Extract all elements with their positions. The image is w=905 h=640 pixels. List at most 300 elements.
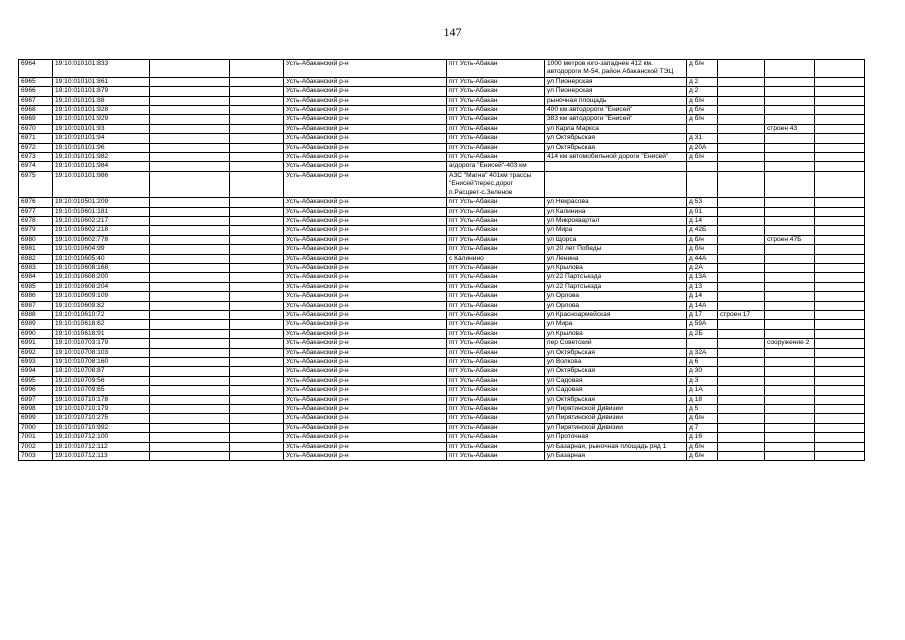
building-cell: [718, 235, 765, 244]
empty-cell: [150, 310, 230, 319]
row-number-cell: 6995: [19, 376, 53, 385]
table-row: [19, 442, 865, 451]
page-number: 147: [443, 25, 462, 39]
row-number-cell: 6996: [19, 386, 53, 395]
table-row: [19, 77, 865, 86]
house-cell: д 59А: [687, 320, 718, 329]
house-cell: д 17: [687, 310, 718, 319]
street-cell: ул Садовая: [545, 376, 687, 385]
district-cell: Усть-Абаканский р-н: [284, 376, 447, 385]
row-number-cell: 6991: [19, 339, 53, 348]
building-cell: [718, 405, 765, 414]
empty-cell: [815, 171, 865, 197]
empty-cell: [150, 348, 230, 357]
locality-cell: пгт Усть-Абакан: [447, 433, 545, 442]
district-cell: Усть-Абаканский р-н: [284, 153, 447, 162]
locality-cell: пгт Усть-Абакан: [447, 273, 545, 282]
cadastral-number-cell: 19:10:010101:94: [53, 134, 150, 143]
building-cell: [718, 263, 765, 272]
empty-cell: [150, 292, 230, 301]
empty-cell: [815, 348, 865, 357]
locality-cell: пгт Усть-Абакан: [447, 339, 545, 348]
empty-cell: [815, 153, 865, 162]
locality-cell: пгт Усть-Абакан: [447, 442, 545, 451]
row-number-cell: 6975: [19, 171, 53, 197]
row-number-cell: 6982: [19, 254, 53, 263]
empty-cell: [815, 235, 865, 244]
structure-cell: [765, 171, 815, 197]
street-cell: ул Пирятинской Дивизии: [545, 405, 687, 414]
empty-cell: [230, 376, 284, 385]
table-row: [19, 115, 865, 124]
cadastral-number-cell: 19:10:010604:99: [53, 245, 150, 254]
empty-cell: [150, 77, 230, 86]
cadastral-number-cell: 19:10:010708:103: [53, 348, 150, 357]
locality-cell: пгт Усть-Абакан: [447, 376, 545, 385]
street-cell: рыночная площадь: [545, 96, 687, 105]
building-cell: [718, 254, 765, 263]
cadastral-number-cell: 19:10:010703:179: [53, 339, 150, 348]
cadastral-number-cell: 19:10:010712:113: [53, 452, 150, 461]
structure-cell: [765, 226, 815, 235]
empty-cell: [815, 376, 865, 385]
locality-cell: пгт Усть-Абакан: [447, 198, 545, 207]
cadastral-number-cell: 19:10:010101:88: [53, 96, 150, 105]
empty-cell: [815, 245, 865, 254]
empty-cell: [230, 254, 284, 263]
locality-cell: пгт Усть-Абакан: [447, 226, 545, 235]
building-cell: [718, 348, 765, 357]
table-row: [19, 226, 865, 235]
empty-cell: [815, 87, 865, 96]
street-cell: ул Крылова: [545, 329, 687, 338]
building-cell: [718, 171, 765, 197]
building-cell: [718, 395, 765, 404]
building-cell: [718, 106, 765, 115]
empty-cell: [815, 320, 865, 329]
street-cell: ул Карла Маркса: [545, 124, 687, 133]
cadastral-number-cell: 19:10:010101:984: [53, 162, 150, 171]
house-cell: д б/н: [687, 452, 718, 461]
empty-cell: [150, 433, 230, 442]
street-cell: [545, 162, 687, 171]
street-cell: ул 20 лет Победы: [545, 245, 687, 254]
empty-cell: [815, 263, 865, 272]
house-cell: д 20А: [687, 143, 718, 152]
row-number-cell: 6980: [19, 235, 53, 244]
cadastral-number-cell: 19:10:010101:982: [53, 153, 150, 162]
street-cell: 400 км автодороги "Енисей": [545, 106, 687, 115]
building-cell: [718, 134, 765, 143]
table-row: [19, 376, 865, 385]
district-cell: Усть-Абаканский р-н: [284, 414, 447, 423]
table-row: [19, 339, 865, 348]
empty-cell: [815, 207, 865, 216]
building-cell: [718, 245, 765, 254]
locality-cell: пгт Усть-Абакан: [447, 348, 545, 357]
street-cell: ул Октябрьская: [545, 367, 687, 376]
street-cell: ул Пирятинской Дивизии: [545, 414, 687, 423]
empty-cell: [150, 329, 230, 338]
locality-cell: пгт Усть-Абакан: [447, 143, 545, 152]
empty-cell: [230, 106, 284, 115]
house-cell: д 2А: [687, 263, 718, 272]
structure-cell: [765, 254, 815, 263]
empty-cell: [150, 452, 230, 461]
empty-cell: [815, 60, 865, 78]
street-cell: ул Октябрьская: [545, 143, 687, 152]
empty-cell: [230, 367, 284, 376]
district-cell: Усть-Абаканский р-н: [284, 273, 447, 282]
house-cell: д 18: [687, 395, 718, 404]
table-row: [19, 433, 865, 442]
building-cell: [718, 292, 765, 301]
empty-cell: [150, 423, 230, 432]
structure-cell: [765, 198, 815, 207]
empty-cell: [815, 301, 865, 310]
building-cell: [718, 376, 765, 385]
cadastral-number-cell: 19:10:010708:87: [53, 367, 150, 376]
house-cell: д 16: [687, 433, 718, 442]
empty-cell: [150, 226, 230, 235]
empty-cell: [150, 235, 230, 244]
district-cell: Усть-Абаканский р-н: [284, 433, 447, 442]
structure-cell: [765, 310, 815, 319]
building-cell: [718, 273, 765, 282]
empty-cell: [815, 310, 865, 319]
empty-cell: [815, 77, 865, 86]
street-cell: 414 км автомобильной дороги "Енисей": [545, 153, 687, 162]
row-number-cell: 6977: [19, 207, 53, 216]
district-cell: Усть-Абаканский р-н: [284, 198, 447, 207]
empty-cell: [150, 115, 230, 124]
structure-cell: [765, 348, 815, 357]
cadastral-number-cell: 19:10:010710:178: [53, 395, 150, 404]
building-cell: [718, 452, 765, 461]
empty-cell: [150, 87, 230, 96]
house-cell: д 2Б: [687, 329, 718, 338]
row-number-cell: 6979: [19, 226, 53, 235]
building-cell: [718, 282, 765, 291]
table-row: [19, 452, 865, 461]
table-row: [19, 423, 865, 432]
structure-cell: [765, 358, 815, 367]
structure-cell: [765, 143, 815, 152]
building-cell: [718, 433, 765, 442]
house-cell: д 44А: [687, 254, 718, 263]
house-cell: д 42Б: [687, 226, 718, 235]
empty-cell: [230, 245, 284, 254]
locality-cell: пгт Усть-Абакан: [447, 115, 545, 124]
district-cell: Усть-Абаканский р-н: [284, 320, 447, 329]
building-cell: [718, 77, 765, 86]
locality-cell: пгт Усть-Абакан: [447, 106, 545, 115]
empty-cell: [150, 254, 230, 263]
row-number-cell: 6988: [19, 310, 53, 319]
street-cell: ул Базарная, рыночная площадь ряд 1: [545, 442, 687, 451]
building-cell: [718, 124, 765, 133]
structure-cell: [765, 452, 815, 461]
district-cell: Усть-Абаканский р-н: [284, 282, 447, 291]
table-row: [19, 367, 865, 376]
row-number-cell: 6971: [19, 134, 53, 143]
empty-cell: [230, 60, 284, 78]
table-row: [19, 263, 865, 272]
house-cell: д 5: [687, 405, 718, 414]
row-number-cell: 6981: [19, 245, 53, 254]
district-cell: Усть-Абаканский р-н: [284, 348, 447, 357]
cadastral-number-cell: 19:10:010618:91: [53, 329, 150, 338]
locality-cell: пгт Усть-Абакан: [447, 320, 545, 329]
empty-cell: [150, 207, 230, 216]
empty-cell: [150, 367, 230, 376]
table-row: [19, 124, 865, 133]
street-cell: ул Пионерская: [545, 77, 687, 86]
house-cell: [687, 124, 718, 133]
row-number-cell: 6970: [19, 124, 53, 133]
locality-cell: а/дорога "Енисей"-403 км: [447, 162, 545, 171]
locality-cell: пгт Усть-Абакан: [447, 87, 545, 96]
district-cell: Усть-Абаканский р-н: [284, 106, 447, 115]
empty-cell: [150, 301, 230, 310]
district-cell: Усть-Абаканский р-н: [284, 329, 447, 338]
building-cell: [718, 367, 765, 376]
building-cell: [718, 329, 765, 338]
house-cell: д 13А: [687, 273, 718, 282]
locality-cell: пгт Усть-Абакан: [447, 358, 545, 367]
structure-cell: [765, 216, 815, 225]
row-number-cell: 7003: [19, 452, 53, 461]
locality-cell: пгт Усть-Абакан: [447, 329, 545, 338]
house-cell: д б/н: [687, 115, 718, 124]
street-cell: ул Красноармейская: [545, 310, 687, 319]
house-cell: д б/н: [687, 414, 718, 423]
street-cell: ул Микроквартал: [545, 216, 687, 225]
row-number-cell: 6986: [19, 292, 53, 301]
cadastral-number-cell: 19:10:010101:93: [53, 124, 150, 133]
empty-cell: [150, 414, 230, 423]
district-cell: Усть-Абаканский р-н: [284, 171, 447, 197]
cadastral-number-cell: 19:10:010101:879: [53, 87, 150, 96]
empty-cell: [150, 60, 230, 78]
locality-cell: пгт Усть-Абакан: [447, 405, 545, 414]
structure-cell: [765, 433, 815, 442]
street-cell: ул Некрасова: [545, 198, 687, 207]
empty-cell: [230, 320, 284, 329]
table-row: [19, 162, 865, 171]
row-number-cell: 6985: [19, 282, 53, 291]
district-cell: Усть-Абаканский р-н: [284, 207, 447, 216]
structure-cell: [765, 329, 815, 338]
empty-cell: [230, 143, 284, 152]
empty-cell: [230, 134, 284, 143]
empty-cell: [230, 301, 284, 310]
building-cell: [718, 386, 765, 395]
empty-cell: [150, 405, 230, 414]
district-cell: Усть-Абаканский р-н: [284, 77, 447, 86]
row-number-cell: 6978: [19, 216, 53, 225]
empty-cell: [150, 216, 230, 225]
empty-cell: [150, 96, 230, 105]
district-cell: Усть-Абаканский р-н: [284, 143, 447, 152]
empty-cell: [815, 273, 865, 282]
building-cell: [718, 207, 765, 216]
empty-cell: [230, 171, 284, 197]
cadastral-number-cell: 19:10:010602:217: [53, 216, 150, 225]
building-cell: [718, 358, 765, 367]
empty-cell: [815, 134, 865, 143]
street-cell: ул Базарная: [545, 452, 687, 461]
empty-cell: [230, 115, 284, 124]
locality-cell: пгт Усть-Абакан: [447, 310, 545, 319]
locality-cell: пгт Усть-Абакан: [447, 367, 545, 376]
house-cell: д 14А: [687, 301, 718, 310]
street-cell: ул Волкова: [545, 358, 687, 367]
house-cell: д 14: [687, 216, 718, 225]
row-number-cell: 6984: [19, 273, 53, 282]
cadastral-number-cell: 19:10:010609:109: [53, 292, 150, 301]
structure-cell: сооружение 2: [765, 339, 815, 348]
table-row: [19, 348, 865, 357]
locality-cell: пгт Усть-Абакан: [447, 216, 545, 225]
locality-cell: пгт Усть-Абакан: [447, 245, 545, 254]
row-number-cell: 6969: [19, 115, 53, 124]
table-row: [19, 282, 865, 291]
cadastral-number-cell: 19:10:010609:82: [53, 301, 150, 310]
row-number-cell: 7002: [19, 442, 53, 451]
street-cell: ул Ленина: [545, 254, 687, 263]
row-number-cell: 7001: [19, 433, 53, 442]
locality-cell: пгт Усть-Абакан: [447, 207, 545, 216]
building-cell: [718, 216, 765, 225]
empty-cell: [815, 358, 865, 367]
house-cell: д 1А: [687, 386, 718, 395]
house-cell: д 7: [687, 423, 718, 432]
empty-cell: [230, 216, 284, 225]
table-row: [19, 395, 865, 404]
cadastral-number-cell: 19:10:010610:72: [53, 310, 150, 319]
cadastral-number-cell: 19:10:010709:65: [53, 386, 150, 395]
house-cell: [687, 339, 718, 348]
district-cell: Усть-Абаканский р-н: [284, 358, 447, 367]
empty-cell: [230, 358, 284, 367]
empty-cell: [150, 134, 230, 143]
district-cell: Усть-Абаканский р-н: [284, 115, 447, 124]
empty-cell: [815, 226, 865, 235]
row-number-cell: 6968: [19, 106, 53, 115]
empty-cell: [230, 348, 284, 357]
cadastral-number-cell: 19:10:010101:861: [53, 77, 150, 86]
structure-cell: [765, 442, 815, 451]
street-cell: ул Пирятинской Дивизии: [545, 423, 687, 432]
street-cell: [545, 171, 687, 197]
empty-cell: [230, 433, 284, 442]
row-number-cell: 6993: [19, 358, 53, 367]
locality-cell: пгт Усть-Абакан: [447, 96, 545, 105]
cadastral-number-cell: 19:10:010101:929: [53, 115, 150, 124]
table-row: [19, 358, 865, 367]
table-row: [19, 96, 865, 105]
street-cell: ул Октябрьская: [545, 348, 687, 357]
cadastral-number-cell: 19:10:010709:56: [53, 376, 150, 385]
structure-cell: [765, 367, 815, 376]
table-row: [19, 216, 865, 225]
street-cell: пер Советский: [545, 339, 687, 348]
structure-cell: [765, 77, 815, 86]
building-cell: [718, 442, 765, 451]
table-row: [19, 134, 865, 143]
empty-cell: [815, 292, 865, 301]
empty-cell: [230, 87, 284, 96]
empty-cell: [815, 329, 865, 338]
building-cell: [718, 115, 765, 124]
street-cell: ул Калинина: [545, 207, 687, 216]
empty-cell: [230, 207, 284, 216]
row-number-cell: 6987: [19, 301, 53, 310]
empty-cell: [815, 162, 865, 171]
district-cell: Усть-Абаканский р-н: [284, 235, 447, 244]
building-cell: [718, 153, 765, 162]
house-cell: д 2: [687, 87, 718, 96]
cadastral-number-cell: 19:10:010101:928: [53, 106, 150, 115]
district-cell: Усть-Абаканский р-н: [284, 442, 447, 451]
empty-cell: [150, 282, 230, 291]
table-row: [19, 143, 865, 152]
table-row: [19, 329, 865, 338]
empty-cell: [150, 124, 230, 133]
house-cell: [687, 162, 718, 171]
table-row: [19, 87, 865, 96]
registry-table: [18, 59, 865, 461]
empty-cell: [230, 442, 284, 451]
empty-cell: [150, 106, 230, 115]
house-cell: д б/н: [687, 60, 718, 78]
empty-cell: [150, 442, 230, 451]
structure-cell: [765, 87, 815, 96]
street-cell: ул Крылова: [545, 263, 687, 272]
street-cell: ул Орлова: [545, 301, 687, 310]
district-cell: Усть-Абаканский р-н: [284, 245, 447, 254]
district-cell: Усть-Абаканский р-н: [284, 226, 447, 235]
empty-cell: [150, 263, 230, 272]
district-cell: Усть-Абаканский р-н: [284, 386, 447, 395]
empty-cell: [230, 339, 284, 348]
street-cell: ул Пионерская: [545, 87, 687, 96]
structure-cell: [765, 273, 815, 282]
district-cell: Усть-Абаканский р-н: [284, 124, 447, 133]
empty-cell: [150, 320, 230, 329]
building-cell: [718, 320, 765, 329]
table-row: [19, 235, 865, 244]
house-cell: д 30: [687, 367, 718, 376]
street-cell: ул 22 Партсъезда: [545, 282, 687, 291]
empty-cell: [815, 96, 865, 105]
structure-cell: [765, 405, 815, 414]
empty-cell: [230, 263, 284, 272]
district-cell: Усть-Абаканский р-н: [284, 60, 447, 78]
locality-cell: пгт Усть-Абакан: [447, 235, 545, 244]
street-cell: ул Проточная: [545, 433, 687, 442]
empty-cell: [230, 153, 284, 162]
table-row: [19, 198, 865, 207]
empty-cell: [150, 339, 230, 348]
empty-cell: [230, 452, 284, 461]
structure-cell: [765, 134, 815, 143]
empty-cell: [230, 198, 284, 207]
district-cell: Усть-Абаканский р-н: [284, 423, 447, 432]
structure-cell: [765, 245, 815, 254]
cadastral-number-cell: 19:10:010712:112: [53, 442, 150, 451]
